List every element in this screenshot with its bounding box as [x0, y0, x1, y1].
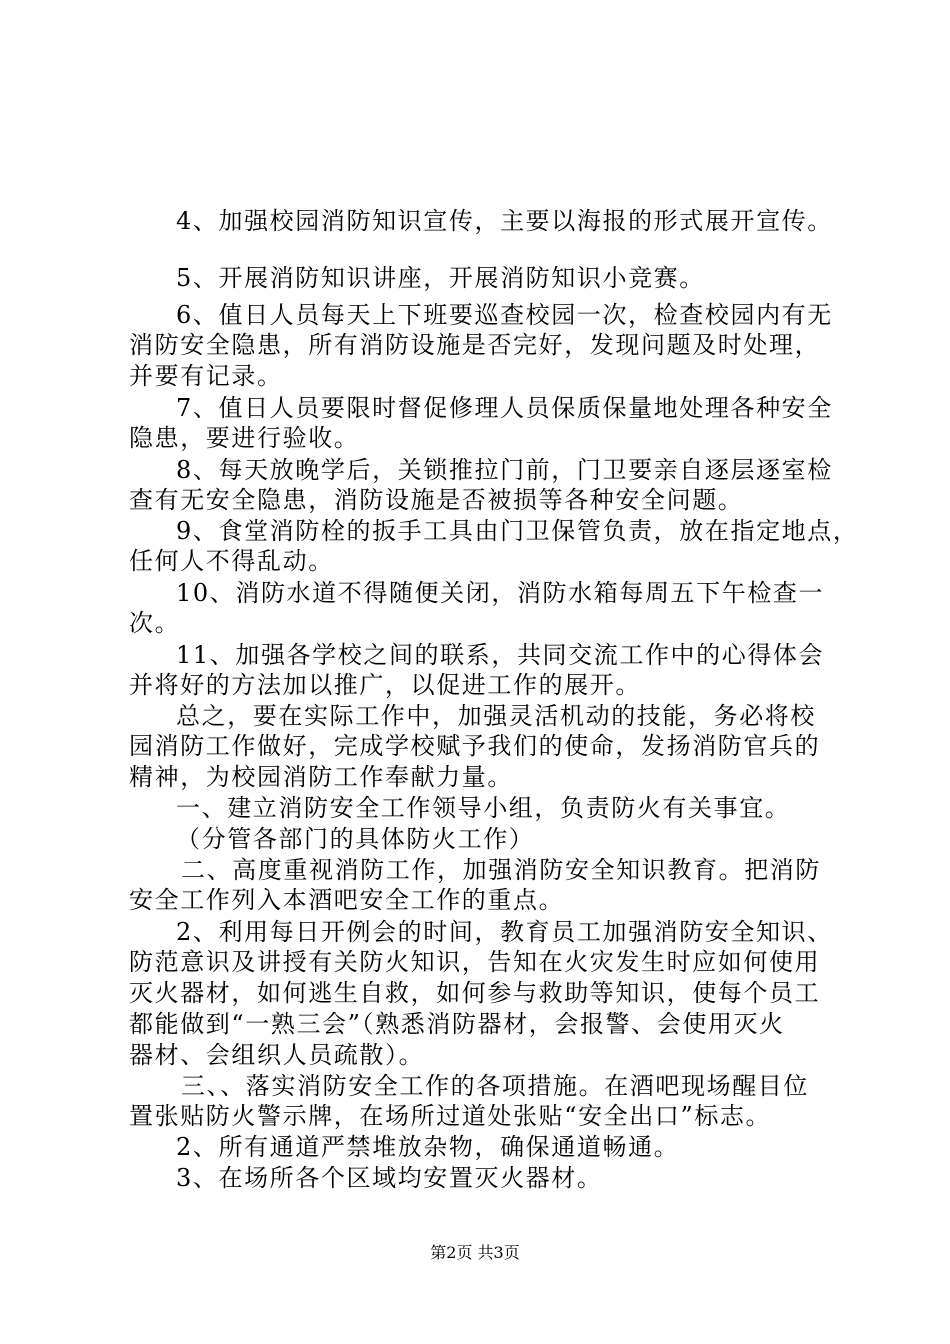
paragraph-line: （分管各部门的具体防火工作）	[176, 825, 535, 853]
paragraph-line: 9、食堂消防栓的扳手工具由门卫保管负责，放在指定地点，	[176, 517, 859, 545]
paragraph-line: 6、值日人员每天上下班要巡查校园一次，检查校园内有无	[176, 301, 833, 329]
paragraph-line: 11、加强各学校之间的联系，共同交流工作中的心得体会	[176, 641, 825, 669]
paragraph-line: 精神，为校园消防工作奉献力量。	[129, 763, 513, 791]
paragraph-line: 并要有记录。	[129, 362, 283, 390]
paragraph-line: 2、所有通道严禁堆放杂物，确保通道畅通。	[176, 1133, 680, 1161]
paragraph-line: 二、高度重视消防工作，加强消防安全知识教育。把消防	[181, 856, 821, 884]
paragraph-line: 任何人不得乱动。	[129, 547, 334, 575]
paragraph-line: 园消防工作做好，完成学校赋予我们的使命，发扬消防官兵的	[129, 732, 821, 760]
paragraph-line: 隐患，要进行验收。	[129, 424, 360, 452]
paragraph-line: 置张贴防火警示牌，在场所过道处张贴“安全出口”标志。	[129, 1102, 772, 1130]
paragraph-line: 8、每天放晚学后，关锁推拉门前，门卫要亲自逐层逐室检	[176, 456, 833, 484]
paragraph-line: 2、利用每日开例会的时间，教育员工加强消防安全知识、	[176, 918, 833, 946]
paragraph-line: 消防安全隐患，所有消防设施是否完好，发现问题及时处理，	[129, 331, 821, 359]
paragraph-line: 防范意识及讲授有关防火知识，告知在火灾发生时应如何使用	[129, 948, 821, 976]
paragraph-line: 次。	[129, 609, 181, 637]
paragraph-line: 3、在场所各个区域均安置灭火器材。	[176, 1164, 603, 1192]
paragraph-line: 器材、会组织人员疏散）。	[129, 1041, 425, 1069]
paragraph-line: 5、开展消防知识讲座，开展消防知识小竞赛。	[176, 264, 705, 292]
paragraph-line: 灭火器材，如何逃生自救，如何参与救助等知识，使每个员工	[129, 979, 821, 1007]
paragraph-line: 总之，要在实际工作中，加强灵活机动的技能，务必将校	[176, 702, 816, 730]
paragraph-line: 7、值日人员要限时督促修理人员保质保量地处理各种安全	[176, 394, 833, 422]
page-number-footer: 第2页 共3页	[430, 1243, 520, 1262]
paragraph-line: 4、加强校园消防知识宣传，主要以海报的形式展开宣传。	[176, 207, 833, 235]
paragraph-line: 都能做到“一熟三会”（熟悉消防器材，会报警、会使用灭火	[129, 1010, 785, 1038]
paragraph-line: 10、消防水道不得随便关闭，消防水箱每周五下午检查一	[176, 579, 825, 607]
paragraph-line: 安全工作列入本酒吧安全工作的重点。	[129, 886, 565, 914]
paragraph-line: 一、建立消防安全工作领导小组，负责防火有关事宜。	[176, 794, 791, 822]
paragraph-line: 查有无安全隐患，消防设施是否被损等各种安全问题。	[129, 486, 744, 514]
paragraph-line: 三、、落实消防安全工作的各项措施。在酒吧现场醒目位	[181, 1072, 809, 1100]
paragraph-line: 并将好的方法加以推广，以促进工作的展开。	[129, 671, 641, 699]
